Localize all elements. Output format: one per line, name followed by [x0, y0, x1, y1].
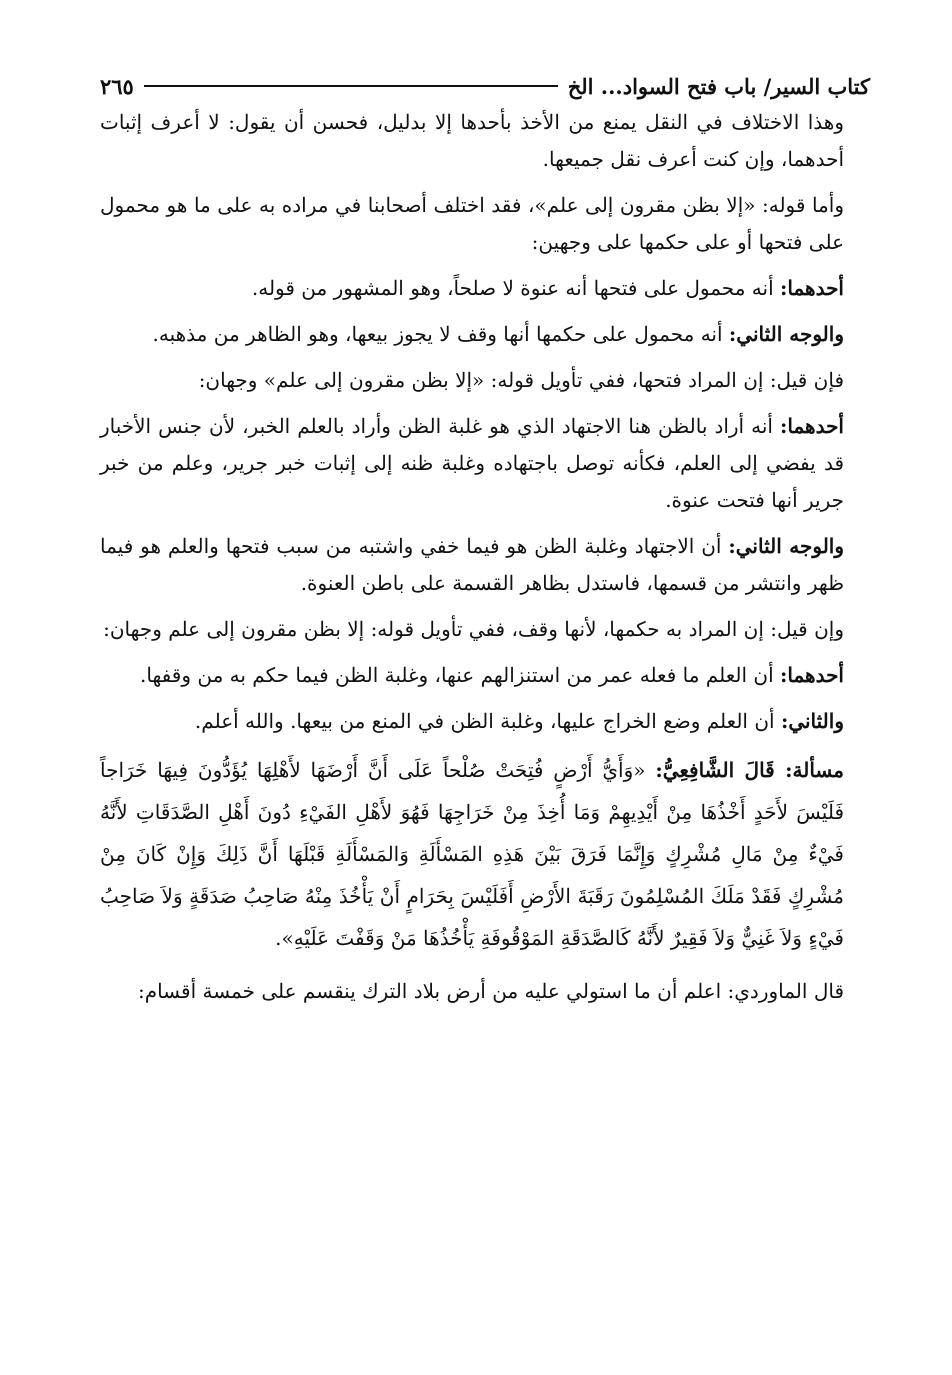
shafii-quote: «وَأَيُّ أَرْضٍ فُتِحَتْ صُلْحاً عَلَى أَنَّ أَرْضَهَا لأَهْلِهَا يُؤَدُّونَ فِيهَا خَرَاجاً فَلَيْسَ لأَحَدٍ أَخْذُهَا مِنْ أَيْدِيهِمْ وَمَا أُخِذَ مِنْ خَرَاجِهَا فَهُوَ لأَهْلِ الفَيْءِ دُونَ أَهْلِ الصَّدَقَاتِ لأَنَّهُ فَيْءٌ مِنْ مَالِ مُشْرِكٍ وَإِنَّمَا فَرَقَ بَيْنَ هَذِهِ المَسْأَلَةِ وَالمَسْأَلَةِ قَبْلَهَا أَنَّ ذَلِكَ وَإِنْ كَانَ مِنْ مُشْرِكٍ فَقَدْ مَلَكَ المُسْلِمُونَ رَقَبَةَ الأَرْضِ أَفَلَيْسَ بِحَرَامٍ أَنْ يَأْخُذَ مِنْهُ صَاحِبُ صَدَقَةٍ وَلاَ صَاحِبُ فَيْءٍ وَلاَ غَنِيٌّ وَلاَ فَقِيرٌ لأَنَّهُ كَالصَّدَقَةِ المَوْقُوفَةِ يَأْخُذُهَا مَنْ وَقَفْتَ عَلَيْهِ». — [100, 758, 845, 950]
masala-heading: مسألة: قَالَ الشَّافِعِيُّ: — [655, 758, 844, 782]
paragraph: والوجه الثاني: أن الاجتهاد وغلبة الظن هو فيما خفي واشتبه من سبب فتحها والعلم هو فيما ظهر وانتشر من قسمها، فاستدل بظاهر القسمة على باطن العنوة. — [100, 534, 844, 595]
paragraph: والوجه الثاني: أنه محمول على حكمها أنها وقف لا يجوز بيعها، وهو الظاهر من مذهبه. — [152, 322, 844, 346]
paragraph: وأما قوله: «إلا بظن مقرون إلى علم»، فقد اختلف أصحابنا في مراده به على ما هو محمول على فتحها أو على حكمها على وجهين: — [100, 193, 844, 254]
paragraph: أحدهما: أن العلم ما فعله عمر من استنزالهم عنها، وغلبة الظن فيما حكم به من وقفها. — [140, 663, 844, 687]
running-header — [100, 68, 870, 104]
chapter-title: كتاب السير/ باب فتح السواد... الخ — [567, 73, 870, 99]
page — [100, 68, 870, 1019]
page-number: ٢٦٥ — [100, 73, 134, 99]
header-rule — [144, 85, 558, 87]
paragraph: أحدهما: أنه محمول على فتحها أنه عنوة لا صلحاً، وهو المشهور من قوله. — [251, 276, 844, 300]
paragraph: وإن قيل: إن المراد به حكمها، لأنها وقف، ففي تأويل قوله: إلا بظن مقرون إلى علم وجهان: — [103, 617, 844, 641]
masala-paragraph — [100, 749, 870, 959]
paragraph: أحدهما: أنه أراد بالظن هنا الاجتهاد الذي هو غلبة الظن وأراد بالعلم الخبر، لأن جنس الأخبار قد يفضي إلى العلم، فكأنه توصل باجتهاده وغلبة ظنه إلى إثبات خبر جرير، وعلم من خبر جرير أنها فتحت عنوة. — [100, 414, 844, 512]
paragraph: وهذا الاختلاف في النقل يمنع من الأخذ بأحدها إلا بدليل، فحسن أن يقول: لا أعرف إثبات أحدهما، وإن كنت أعرف نقل جميعها. — [100, 110, 844, 171]
closing-paragraph: قال الماوردي: اعلم أن ما استولي عليه من أرض بلاد الترك ينقسم على خمسة أقسام: — [137, 979, 844, 1003]
paragraph: والثاني: أن العلم وضع الخراج عليها، وغلبة الظن في المنع من بيعها. والله أعلم. — [194, 709, 844, 733]
paragraph: فإن قيل: إن المراد فتحها، ففي تأويل قوله: «إلا بظن مقرون إلى علم» وجهان: — [198, 368, 844, 392]
